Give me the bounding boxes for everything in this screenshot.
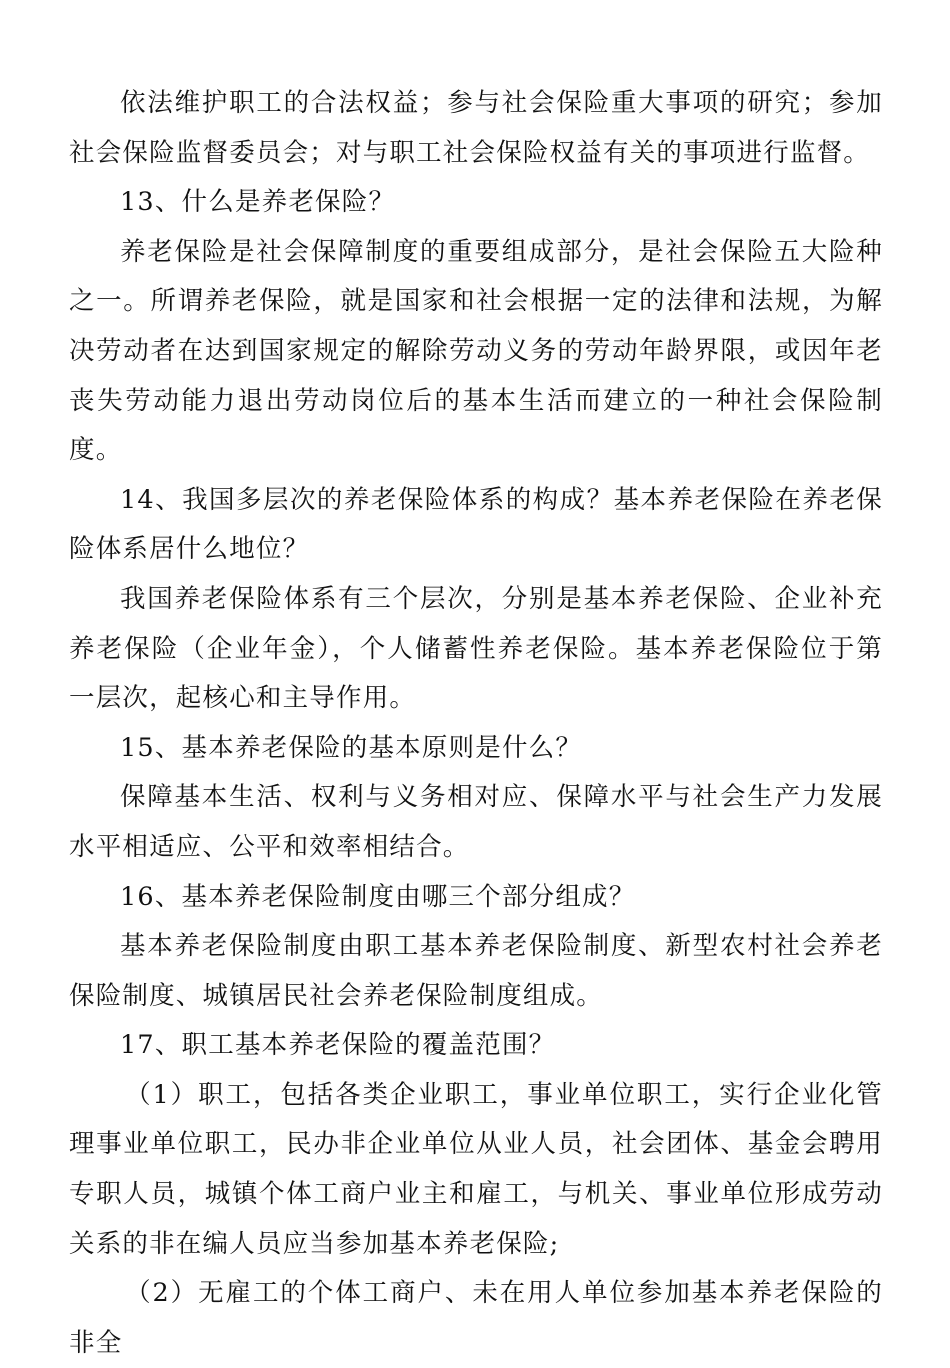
question-15-heading: 15、基本养老保险的基本原则是什么？ [120,732,583,763]
answer-14-paragraph: 我国养老保险体系有三个层次，分别是基本养老保险、企业补充养老保险（企业年金），个人储蓄性养老保险。基本养老保险位于第一层次，起核心和主导作用。 [69,583,883,714]
question-14-heading: 14、我国多层次的养老保险体系的构成？基本养老保险在养老保险体系居什么地位？ [69,484,883,565]
answer-15-paragraph: 保障基本生活、权利与义务相对应、保障水平与社会生产力发展水平相适应、公平和效率相结合。 [69,782,883,862]
question-17-heading: 17、职工基本养老保险的覆盖范围？ [120,1030,556,1061]
answer-17-item-1: （1）职工，包括各类企业职工，事业单位职工，实行企业化管理事业单位职工，民办非企业单位从业人员，社会团体、基金会聘用专职人员，城镇个体工商户业主和雇工，与机关、事业单位形成劳动关系的非在编人员应当参加基本养老保险; [69,1079,883,1259]
answer-17-item-2: （2）无雇工的个体工商户、未在用人单位参加基本养老保险的非全 [69,1278,883,1358]
question-16-heading: 16、基本养老保险制度由哪三个部分组成？ [120,881,636,912]
document-body [69,79,883,1368]
answer-13-paragraph: 养老保险是社会保障制度的重要组成部分，是社会保险五大险种之一。所谓养老保险，就是国家和社会根据一定的法律和法规，为解决劳动者在达到国家规定的解除劳动义务的劳动年龄界限，或因年老丧失劳动能力退出劳动岗位后的基本生活而建立的一种社会保险制度。 [69,236,883,466]
paragraph-rights-duties: 依法维护职工的合法权益；参与社会保险重大事项的研究；参加社会保险监督委员会；对与职工社会保险权益有关的事项进行监督。 [69,88,883,168]
answer-16-paragraph: 基本养老保险制度由职工基本养老保险制度、新型农村社会养老保险制度、城镇居民社会养老保险制度组成。 [69,931,883,1011]
question-13-heading: 13、什么是养老保险？ [120,187,396,218]
